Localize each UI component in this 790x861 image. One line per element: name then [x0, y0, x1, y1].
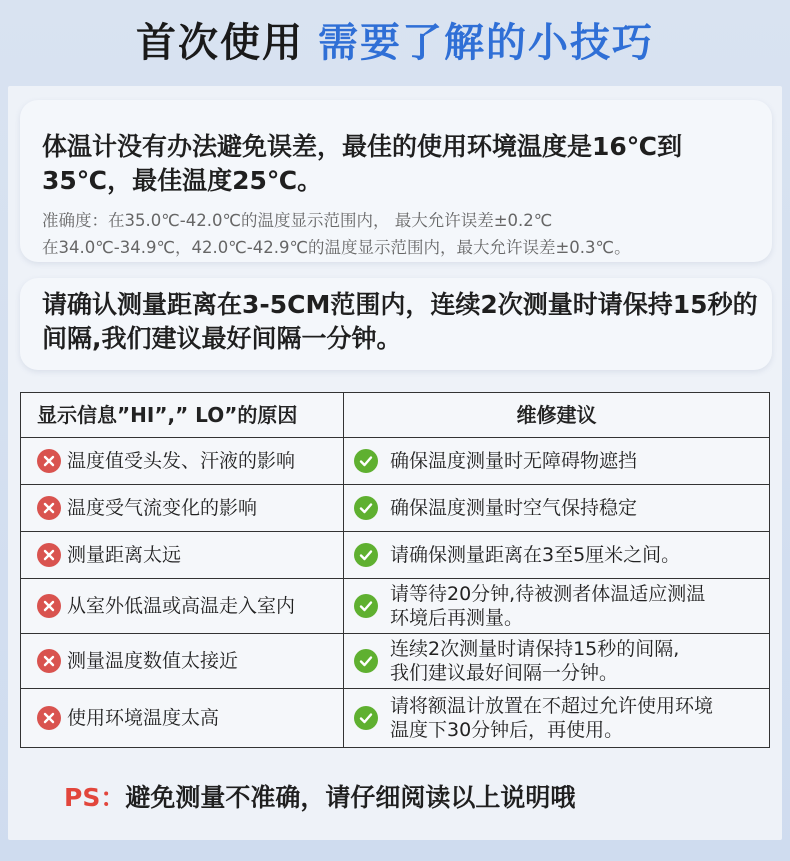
cause-text: 测量温度数值太接近: [67, 650, 239, 672]
cause-text: 温度受气流变化的影响: [67, 497, 258, 519]
col-header-cause: 显示信息”HI”,” LO”的原因: [21, 393, 344, 437]
ps-label: PS：: [64, 783, 126, 812]
ps-text: 避免测量不准确，请仔细阅读以上说明哦: [125, 783, 576, 812]
check-circle-icon: [354, 706, 378, 730]
cause-text: 温度值受头发、汗液的影响: [67, 450, 296, 472]
x-circle-icon: [37, 706, 61, 730]
cause-text: 测量距离太远: [67, 544, 182, 566]
distance-tip-card: [20, 278, 772, 370]
check-circle-icon: [354, 649, 378, 673]
title-part-2: 需要了解的小技巧: [318, 20, 654, 66]
check-circle-icon: [354, 449, 378, 473]
fix-cell: [344, 634, 769, 688]
fix-cell: [344, 579, 769, 633]
troubleshooting-table: [20, 392, 770, 748]
fix-text-line-1: 请等待20分钟,待被测者体温适应测温: [390, 583, 706, 605]
col-header-fix: 维修建议: [516, 403, 597, 427]
fix-text-line-2: 温度下30分钟后，再使用。: [390, 719, 624, 741]
page-title: [0, 8, 790, 78]
x-circle-icon: [37, 449, 61, 473]
x-circle-icon: [37, 543, 61, 567]
table-header-row: [21, 393, 769, 438]
fix-text-line-2: 环境后再测量。: [390, 607, 524, 629]
fix-cell: [344, 689, 769, 747]
temperature-tip-card: [20, 100, 772, 262]
temperature-tip-heading: 体温计没有办法避免误差，最佳的使用环境温度是16℃到35℃，最佳温度25℃。: [42, 132, 683, 195]
cause-cell: [21, 579, 344, 633]
cause-cell: [21, 634, 344, 688]
table-row: [21, 579, 769, 634]
fix-text-line-2: 我们建议最好间隔一分钟。: [390, 662, 619, 684]
fix-text-line-1: 连续2次测量时请保持15秒的间隔,: [390, 638, 680, 660]
table-row: [21, 634, 769, 689]
cause-text: 使用环境温度太高: [67, 707, 220, 729]
fix-cell: [344, 438, 769, 484]
cause-cell: [21, 438, 344, 484]
fix-text-block: [390, 582, 705, 630]
fix-cell: [344, 485, 769, 531]
table-row: [21, 485, 769, 532]
table-row: [21, 532, 769, 579]
check-circle-icon: [354, 496, 378, 520]
accuracy-note-line-1: 准确度：在35.0℃-42.0℃的温度显示范围内， 最大允许误差±0.2℃: [42, 211, 553, 230]
fix-text-block: [390, 637, 679, 685]
title-part-1: 首次使用: [136, 20, 304, 66]
accuracy-note-line-2: 在34.0℃-34.9℃，42.0℃-42.9℃的温度显示范围内，最大允许误差±0.3℃。: [42, 238, 631, 257]
table-row: [21, 689, 769, 747]
x-circle-icon: [37, 649, 61, 673]
fix-cell: [344, 532, 769, 578]
table-row: [21, 438, 769, 485]
fix-text-line-1: 请将额温计放置在不超过允许使用环境: [390, 695, 714, 717]
fix-text: 确保温度测量时无障碍物遮挡: [390, 450, 638, 472]
cause-text: 从室外低温或高温走入室内: [67, 595, 296, 617]
cause-cell: [21, 532, 344, 578]
fix-text: 请确保测量距离在3至5厘米之间。: [390, 544, 681, 566]
fix-text: 确保温度测量时空气保持稳定: [390, 497, 638, 519]
x-circle-icon: [37, 496, 61, 520]
ps-note: [64, 778, 575, 814]
x-circle-icon: [37, 594, 61, 618]
cause-cell: [21, 689, 344, 747]
check-circle-icon: [354, 543, 378, 567]
cause-cell: [21, 485, 344, 531]
check-circle-icon: [354, 594, 378, 618]
fix-text-block: [390, 694, 713, 742]
distance-tip-heading: 请确认测量距离在3-5CM范围内，连续2次测量时请保持15秒的间隔,我们建议最好间隔一分钟。: [42, 290, 758, 353]
